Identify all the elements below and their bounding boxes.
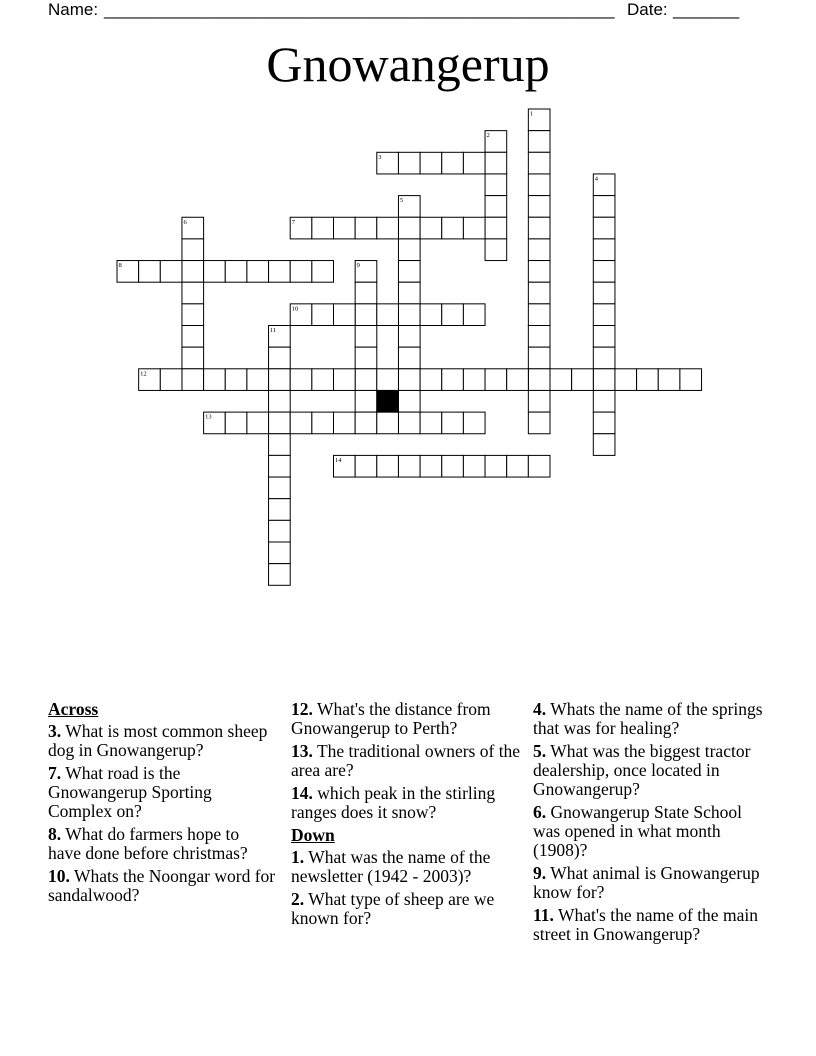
cell-number: 10 bbox=[291, 305, 299, 313]
clue-text: What's the distance from Gnowangerup to Perth? bbox=[291, 699, 491, 738]
grid-cell[interactable] bbox=[377, 369, 399, 391]
clue-text: What do farmers hope to have done before christmas? bbox=[48, 824, 248, 863]
grid-cell[interactable] bbox=[485, 239, 507, 261]
grid-cell[interactable] bbox=[593, 326, 615, 348]
cell-number: 1 bbox=[529, 110, 534, 118]
clue-text: Gnowangerup State School was opened in what month (1908)? bbox=[533, 802, 742, 860]
grid-cell[interactable] bbox=[334, 369, 356, 391]
grid-cell[interactable] bbox=[290, 261, 312, 283]
clue-number: 5. bbox=[533, 741, 547, 761]
grid-cell[interactable] bbox=[247, 369, 269, 391]
clue-column-2 bbox=[291, 700, 523, 932]
across-clue-7 bbox=[48, 764, 276, 821]
grid-cell[interactable] bbox=[334, 412, 356, 434]
clue-text: which peak in the stirling ranges does it snow? bbox=[291, 783, 496, 822]
grid-cell[interactable] bbox=[593, 217, 615, 239]
clue-number: 3. bbox=[48, 721, 62, 741]
grid-cell[interactable] bbox=[550, 369, 572, 391]
grid-cell[interactable] bbox=[355, 347, 377, 369]
grid-cell[interactable] bbox=[528, 239, 550, 261]
grid-cell[interactable] bbox=[398, 282, 420, 304]
grid-cell[interactable] bbox=[442, 455, 464, 477]
grid-cell[interactable] bbox=[420, 217, 442, 239]
grid-cell[interactable] bbox=[269, 326, 291, 348]
grid-cell[interactable] bbox=[485, 174, 507, 196]
grid-cell[interactable] bbox=[593, 434, 615, 456]
grid-cell[interactable] bbox=[593, 369, 615, 391]
grid-cell[interactable] bbox=[312, 304, 334, 326]
grid-cell[interactable] bbox=[377, 412, 399, 434]
grid-cell[interactable] bbox=[160, 369, 182, 391]
grid-cell[interactable] bbox=[528, 455, 550, 477]
grid-cell[interactable] bbox=[355, 282, 377, 304]
grid-cell[interactable] bbox=[377, 152, 399, 174]
black-cell bbox=[377, 390, 399, 412]
grid-cell[interactable] bbox=[637, 369, 659, 391]
clue-text: What is most common sheep dog in Gnowangerup? bbox=[48, 721, 268, 760]
grid-cell[interactable] bbox=[528, 131, 550, 153]
grid-cell[interactable] bbox=[290, 369, 312, 391]
grid-cell[interactable] bbox=[269, 564, 291, 586]
grid-cell[interactable] bbox=[528, 347, 550, 369]
grid-cell[interactable] bbox=[247, 261, 269, 283]
cell-number: 6 bbox=[183, 218, 187, 226]
grid-cell[interactable] bbox=[225, 261, 247, 283]
grid-cell[interactable] bbox=[398, 152, 420, 174]
grid-cell[interactable] bbox=[160, 261, 182, 283]
grid-cell[interactable] bbox=[463, 455, 485, 477]
grid-cell[interactable] bbox=[398, 412, 420, 434]
clue-text: What type of sheep are we known for? bbox=[291, 889, 495, 928]
grid-cell[interactable] bbox=[485, 217, 507, 239]
down-clue-4 bbox=[533, 700, 769, 738]
clue-text: What was the name of the newsletter (1942 - 2003)? bbox=[291, 847, 491, 886]
header bbox=[48, 0, 768, 22]
grid-cell[interactable] bbox=[398, 455, 420, 477]
grid-cell[interactable] bbox=[398, 196, 420, 218]
grid-cell[interactable] bbox=[290, 217, 312, 239]
grid-cell[interactable] bbox=[442, 412, 464, 434]
grid-cell[interactable] bbox=[593, 347, 615, 369]
grid-cell[interactable] bbox=[182, 261, 204, 283]
clue-number: 12. bbox=[291, 699, 313, 719]
grid-cell[interactable] bbox=[593, 304, 615, 326]
grid-cell[interactable] bbox=[658, 369, 680, 391]
clue-text: What animal is Gnowangerup know for? bbox=[533, 863, 760, 902]
grid-cell[interactable] bbox=[593, 239, 615, 261]
grid-cell[interactable] bbox=[269, 542, 291, 564]
clue-number: 6. bbox=[533, 802, 547, 822]
cell-number: 7 bbox=[291, 218, 295, 226]
grid-cell[interactable] bbox=[247, 412, 269, 434]
grid-cell[interactable] bbox=[398, 261, 420, 283]
grid-cell[interactable] bbox=[463, 152, 485, 174]
grid-cell[interactable] bbox=[528, 304, 550, 326]
cell-number: 13 bbox=[205, 413, 212, 421]
grid-cell[interactable] bbox=[377, 455, 399, 477]
grid-cell[interactable] bbox=[463, 304, 485, 326]
grid-cell[interactable] bbox=[204, 412, 226, 434]
grid-cell[interactable] bbox=[420, 412, 442, 434]
grid-cell[interactable] bbox=[485, 369, 507, 391]
cell-number: 5 bbox=[399, 197, 404, 205]
grid-cell[interactable] bbox=[398, 239, 420, 261]
grid-cell[interactable] bbox=[528, 412, 550, 434]
grid-cell[interactable] bbox=[593, 261, 615, 283]
grid-cell[interactable] bbox=[269, 499, 291, 521]
grid-cell[interactable] bbox=[355, 326, 377, 348]
grid-cell[interactable] bbox=[528, 261, 550, 283]
across-clue-14 bbox=[291, 784, 523, 822]
grid-cell[interactable] bbox=[269, 455, 291, 477]
across-clue-10 bbox=[48, 867, 276, 905]
cell-number: 4 bbox=[594, 175, 599, 183]
clue-number: 10. bbox=[48, 866, 70, 886]
grid-cell[interactable] bbox=[398, 326, 420, 348]
clue-number: 8. bbox=[48, 824, 62, 844]
down-clue-9 bbox=[533, 864, 769, 902]
grid-cell[interactable] bbox=[485, 152, 507, 174]
grid-cell[interactable] bbox=[269, 477, 291, 499]
clue-text: What was the biggest tractor dealership, once located in Gnowangerup? bbox=[533, 741, 751, 799]
grid-cell[interactable] bbox=[528, 174, 550, 196]
cell-number: 14 bbox=[335, 456, 342, 464]
grid-cell[interactable] bbox=[204, 369, 226, 391]
grid-cell[interactable] bbox=[312, 217, 334, 239]
grid-cell[interactable] bbox=[463, 412, 485, 434]
grid-cell[interactable] bbox=[182, 217, 204, 239]
puzzle-title: Gnowangerup bbox=[266, 36, 550, 92]
name-label: Name: bbox=[48, 0, 99, 19]
grid-cell[interactable] bbox=[442, 369, 464, 391]
across-clue-3 bbox=[48, 722, 276, 760]
clue-number: 2. bbox=[291, 889, 305, 909]
grid-cell[interactable] bbox=[204, 261, 226, 283]
grid-cell[interactable] bbox=[528, 196, 550, 218]
cell-number: 8 bbox=[118, 262, 122, 270]
grid-cell[interactable] bbox=[593, 390, 615, 412]
grid-cell[interactable] bbox=[420, 369, 442, 391]
grid-cell[interactable] bbox=[528, 369, 550, 391]
grid-cell[interactable] bbox=[269, 412, 291, 434]
grid-cell[interactable] bbox=[528, 152, 550, 174]
clue-text: Whats the name of the springs that was for healing? bbox=[533, 699, 763, 738]
grid-cell[interactable] bbox=[463, 217, 485, 239]
grid-cell[interactable] bbox=[528, 109, 550, 131]
grid-cell[interactable] bbox=[334, 455, 356, 477]
grid-cell[interactable] bbox=[420, 455, 442, 477]
grid-cell[interactable] bbox=[182, 282, 204, 304]
grid-cell[interactable] bbox=[334, 217, 356, 239]
clue-column-3 bbox=[533, 700, 769, 948]
grid-cell[interactable] bbox=[269, 520, 291, 542]
date-label: Date: bbox=[627, 0, 668, 19]
grid-cell[interactable] bbox=[269, 347, 291, 369]
grid-cell[interactable] bbox=[117, 261, 139, 283]
grid-cell[interactable] bbox=[355, 217, 377, 239]
cell-number: 9 bbox=[356, 262, 360, 270]
clue-text: Whats the Noongar word for sandalwood? bbox=[48, 866, 276, 905]
grid-cell[interactable] bbox=[398, 217, 420, 239]
across-heading: Across bbox=[48, 699, 99, 719]
grid-cell[interactable] bbox=[528, 282, 550, 304]
clue-number: 9. bbox=[533, 863, 547, 883]
grid-cell[interactable] bbox=[225, 412, 247, 434]
clue-text: The traditional owners of the area are? bbox=[291, 741, 521, 780]
grid-cell[interactable] bbox=[593, 282, 615, 304]
grid-cell[interactable] bbox=[463, 369, 485, 391]
grid-cell[interactable] bbox=[485, 131, 507, 153]
grid-cell[interactable] bbox=[398, 347, 420, 369]
clue-text: What road is the Gnowangerup Sporting Complex on? bbox=[48, 763, 212, 821]
grid-cell[interactable] bbox=[485, 455, 507, 477]
grid-cell[interactable] bbox=[182, 369, 204, 391]
grid-cell[interactable] bbox=[528, 390, 550, 412]
grid-cell[interactable] bbox=[442, 217, 464, 239]
grid-cell[interactable] bbox=[355, 304, 377, 326]
clue-text: What's the name of the main street in Gnowangerup? bbox=[533, 905, 758, 944]
grid-cell[interactable] bbox=[312, 412, 334, 434]
down-clue-2 bbox=[291, 890, 523, 928]
grid-cell[interactable] bbox=[377, 217, 399, 239]
grid-cell[interactable] bbox=[398, 369, 420, 391]
grid-cell[interactable] bbox=[615, 369, 637, 391]
clue-number: 4. bbox=[533, 699, 547, 719]
grid-cell[interactable] bbox=[269, 390, 291, 412]
name-blank[interactable]: ______________________________________________________ bbox=[104, 0, 615, 19]
grid-cell[interactable] bbox=[593, 174, 615, 196]
down-clue-5 bbox=[533, 742, 769, 799]
grid-cell[interactable] bbox=[680, 369, 702, 391]
grid-cell[interactable] bbox=[290, 412, 312, 434]
grid-cell[interactable] bbox=[139, 369, 161, 391]
cell-number: 3 bbox=[378, 153, 382, 161]
clue-number: 7. bbox=[48, 763, 62, 783]
grid-cell[interactable] bbox=[485, 196, 507, 218]
grid-cell[interactable] bbox=[182, 326, 204, 348]
grid-cell[interactable] bbox=[572, 369, 594, 391]
grid-cell[interactable] bbox=[528, 217, 550, 239]
clue-number: 13. bbox=[291, 741, 313, 761]
down-clue-1 bbox=[291, 848, 523, 886]
clue-number: 1. bbox=[291, 847, 305, 867]
grid-cell[interactable] bbox=[290, 304, 312, 326]
grid-cell[interactable] bbox=[377, 304, 399, 326]
grid-cell[interactable] bbox=[269, 434, 291, 456]
grid-cell[interactable] bbox=[355, 455, 377, 477]
grid-cell[interactable] bbox=[398, 390, 420, 412]
clue-column-1 bbox=[48, 700, 276, 909]
grid-cell[interactable] bbox=[182, 304, 204, 326]
grid-cell[interactable] bbox=[269, 261, 291, 283]
grid-cell[interactable] bbox=[355, 261, 377, 283]
down-clue-11 bbox=[533, 906, 769, 944]
clue-number: 14. bbox=[291, 783, 313, 803]
grid-cell[interactable] bbox=[528, 326, 550, 348]
cell-number: 12 bbox=[140, 370, 147, 378]
down-clue-6 bbox=[533, 803, 769, 860]
grid-cell[interactable] bbox=[312, 369, 334, 391]
grid-cell[interactable] bbox=[507, 369, 529, 391]
grid-cell[interactable] bbox=[593, 412, 615, 434]
grid-cell[interactable] bbox=[355, 369, 377, 391]
grid-cell[interactable] bbox=[312, 261, 334, 283]
grid-cell[interactable] bbox=[355, 390, 377, 412]
grid-cell[interactable] bbox=[420, 304, 442, 326]
grid-cell[interactable] bbox=[182, 347, 204, 369]
grid-cell[interactable] bbox=[507, 455, 529, 477]
grid-cell[interactable] bbox=[442, 152, 464, 174]
down-heading: Down bbox=[291, 825, 335, 845]
grid-cell[interactable] bbox=[593, 196, 615, 218]
grid-cell[interactable] bbox=[334, 304, 356, 326]
grid-cell[interactable] bbox=[442, 304, 464, 326]
grid-cell[interactable] bbox=[182, 239, 204, 261]
grid-cell[interactable] bbox=[355, 412, 377, 434]
clue-number: 11. bbox=[533, 905, 554, 925]
grid-cell[interactable] bbox=[225, 369, 247, 391]
across-clue-8 bbox=[48, 825, 276, 863]
date-blank[interactable]: _______ bbox=[673, 0, 740, 19]
cell-number: 11 bbox=[270, 327, 277, 334]
grid-cell[interactable] bbox=[420, 152, 442, 174]
cell-number: 2 bbox=[486, 132, 490, 140]
grid-cell[interactable] bbox=[269, 369, 291, 391]
grid-cell[interactable] bbox=[398, 304, 420, 326]
across-clue-13 bbox=[291, 742, 523, 780]
across-clue-12 bbox=[291, 700, 523, 738]
grid-cell[interactable] bbox=[139, 261, 161, 283]
